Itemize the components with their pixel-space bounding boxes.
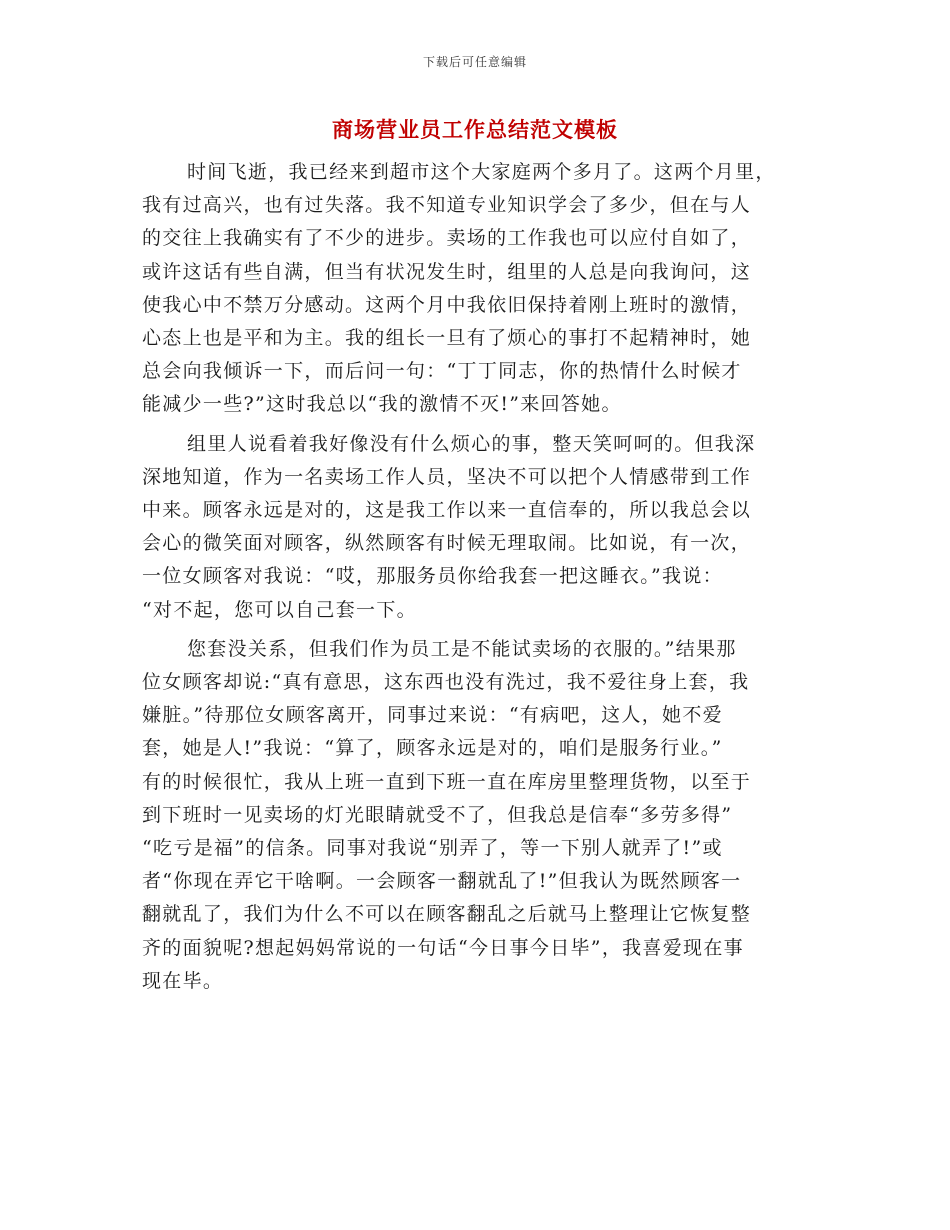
text-line: 有的时候很忙，我从上班一直到下班一直在库房里整理货物，以至于	[142, 770, 752, 793]
text-line: 位女顾客却说:“真有意思，这东西也没有洗过，我不爱往身上套，我	[142, 671, 750, 694]
text-line: 总会向我倾诉一下，而后问一句：“丁丁同志，你的热情什么时候才	[142, 360, 742, 383]
text-line: 我有过高兴，也有过失落。我不知道专业知识学会了多少，但在与人	[142, 194, 752, 217]
text-line: 能减少一些?”这时我总以“我的激情不灭!”来回答她。	[142, 393, 622, 416]
text-line: 中来。顾客永远是对的，这是我工作以来一直信奉的，所以我总会以	[142, 499, 752, 522]
text-line: 心态上也是平和为主。我的组长一旦有了烦心的事打不起精神时，她	[142, 327, 752, 350]
paragraph	[142, 428, 814, 627]
document-body	[142, 156, 814, 1004]
text-line: “对不起，您可以自己套一下。	[142, 598, 417, 621]
text-line: 齐的面貌呢?想起妈妈常说的一句话“今日事今日毕”，我喜爱现在事	[142, 936, 744, 959]
text-line: 一位女顾客对我说：“哎，那服务员你给我套一把这睡衣。”我说：	[142, 565, 723, 588]
text-line: 嫌脏。”待那位女顾客离开，同事过来说：“有病吧，这人，她不爱	[142, 704, 723, 727]
paragraph	[142, 633, 814, 998]
text-line: 深地知道，作为一名卖场工作人员，坚决不可以把个人情感带到工作	[142, 465, 752, 488]
text-line: 会心的微笑面对顾客，纵然顾客有时候无理取闹。比如说，有一次，	[142, 532, 752, 555]
text-line: 您套没关系，但我们作为员工是不能试卖场的衣服的。”结果那	[187, 637, 737, 660]
paragraph	[142, 156, 814, 422]
text-line: 套，她是人!”我说：“算了，顾客永远是对的，咱们是服务行业。”	[142, 737, 723, 760]
text-line: “吃亏是福”的信条。同事对我说“别弄了，等一下别人就弄了!”或	[142, 837, 723, 860]
text-line: 现在毕。	[142, 969, 224, 992]
text-line: 到下班时一见卖场的灯光眼睛就受不了，但我总是信奉“多劳多得”	[142, 803, 733, 826]
text-line: 的交往上我确实有了不少的进步。卖场的工作我也可以应付自如了，	[142, 227, 752, 250]
text-line: 者“你现在弄它干啥啊。一会顾客一翻就乱了!”但我认为既然顾客一	[142, 870, 742, 893]
text-line: 时间飞逝，我已经来到超市这个大家庭两个多月了。这两个月里，	[187, 161, 776, 183]
page-header: 下载后可任意编辑	[422, 55, 527, 69]
text-line: 或许这话有些自满，但当有状况发生时，组里的人总是向我询问，这	[142, 260, 752, 283]
text-line: 翻就乱了，我们为什么不可以在顾客翻乱之后就马上整理让它恢复整	[142, 903, 752, 926]
text-line: 组里人说看着我好像没有什么烦心的事，整天笑呵呵的。但我深	[187, 432, 756, 455]
text-line: 使我心中不禁万分感动。这两个月中我依旧保持着刚上班时的激情，	[142, 293, 752, 316]
document-title: 商场营业员工作总结范文模板	[332, 117, 618, 142]
